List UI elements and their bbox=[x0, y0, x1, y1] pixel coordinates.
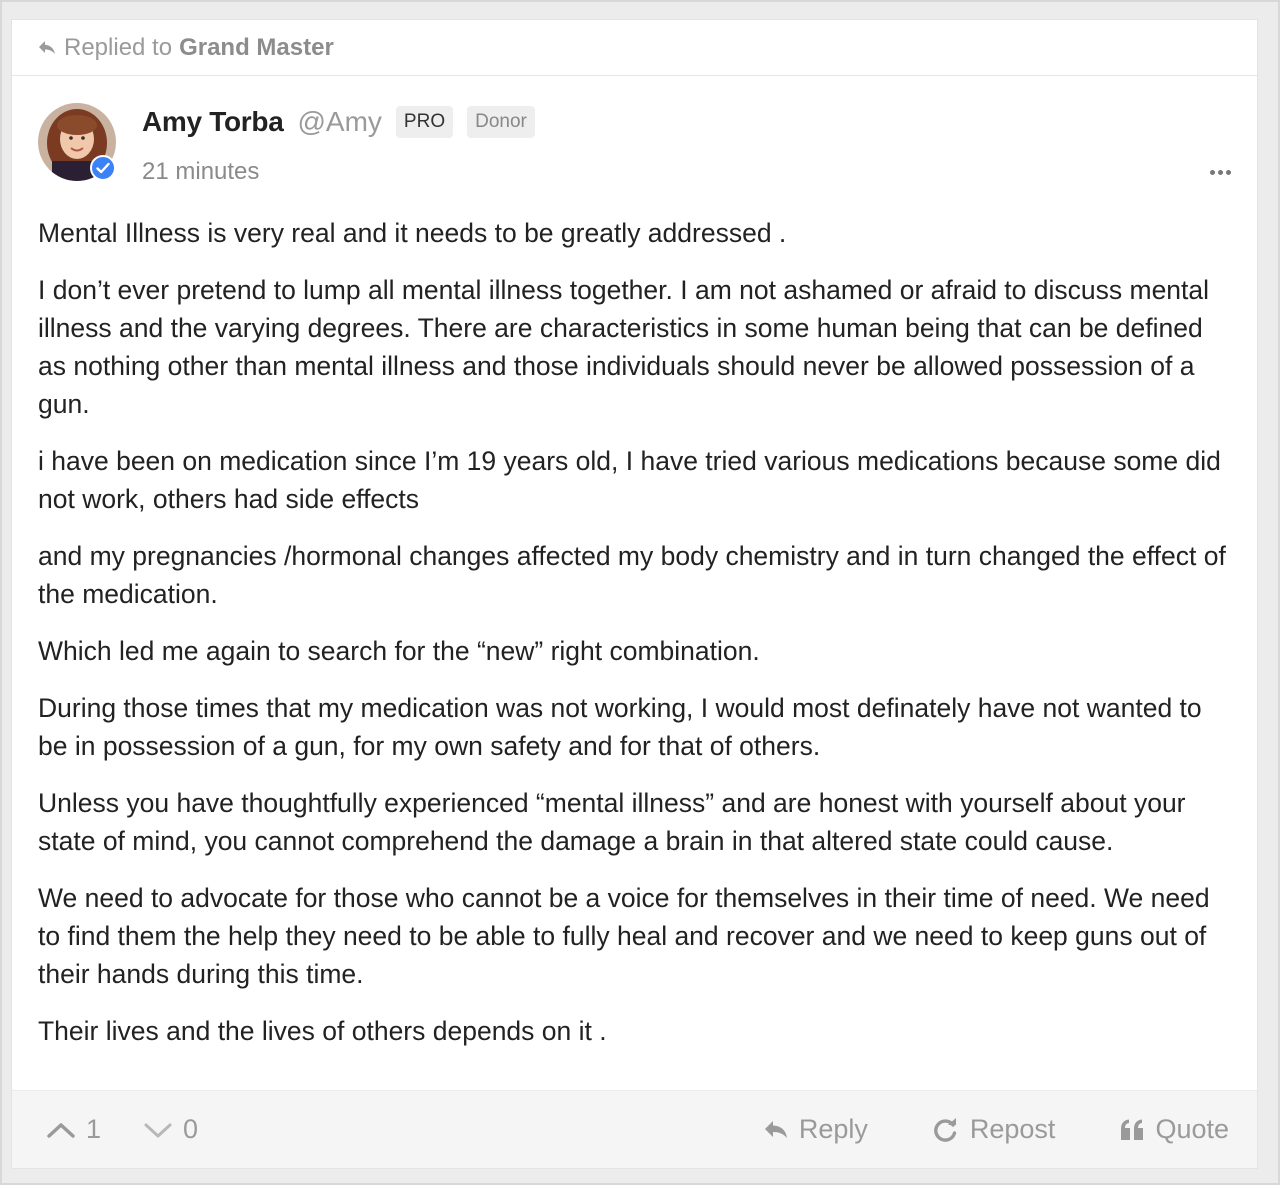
more-options-icon[interactable] bbox=[1210, 170, 1231, 175]
post-paragraph: Their lives and the lives of others depends on it . bbox=[38, 1016, 607, 1046]
quote-icon bbox=[1119, 1118, 1145, 1142]
author-handle[interactable]: @Amy bbox=[297, 106, 382, 137]
post-paragraph: Unless you have thoughtfully experienced “mental illness” and are honest with yourself about your state of mind, you cannot comprehend the damage a brain in that altered state could cause. bbox=[38, 788, 1186, 856]
verified-badge-icon bbox=[90, 155, 116, 181]
post-paragraph: and my pregnancies /hormonal changes affected my body chemistry and in turn changed the effect of the medication. bbox=[38, 541, 1226, 609]
post-card bbox=[11, 19, 1258, 1169]
quote-label: Quote bbox=[1155, 1114, 1229, 1144]
repost-label: Repost bbox=[969, 1114, 1056, 1144]
avatar[interactable] bbox=[38, 103, 116, 181]
post-paragraph: Which led me again to search for the “new” right combination. bbox=[38, 636, 760, 666]
reply-button[interactable] bbox=[763, 1114, 868, 1145]
post-header bbox=[12, 76, 1257, 194]
reply-arrow-icon bbox=[38, 40, 56, 56]
author-display-name[interactable]: Amy Torba bbox=[142, 106, 284, 137]
post-paragraph: i have been on medication since I’m 19 years old, I have tried various medications because some did not work, others had side effects bbox=[38, 446, 1221, 514]
chevron-up-icon bbox=[46, 1121, 76, 1139]
reply-label: Reply bbox=[798, 1114, 868, 1144]
donor-badge: Donor bbox=[467, 106, 535, 138]
quote-button[interactable] bbox=[1119, 1114, 1229, 1145]
upvote-button[interactable] bbox=[46, 1114, 101, 1145]
chevron-down-icon bbox=[143, 1121, 173, 1139]
post-paragraph: Mental Illness is very real and it needs to be greatly addressed . bbox=[38, 218, 787, 248]
post-body bbox=[12, 194, 1257, 1050]
author-row bbox=[142, 106, 535, 138]
upvote-count: 1 bbox=[86, 1114, 102, 1144]
post-paragraph: I don’t ever pretend to lump all mental illness together. I am not ashamed or afraid to discuss mental illness and the varying degrees. There are characteristics in some human being that can be defined as nothing other than mental illness and those individuals should never be allowed possession of a gun. bbox=[38, 275, 1210, 419]
repost-icon bbox=[932, 1117, 960, 1143]
reply-icon bbox=[763, 1119, 789, 1141]
post-timestamp[interactable]: 21 minutes bbox=[142, 158, 260, 185]
post-paragraph: During those times that my medication was not working, I would most definately have not wanted to be in possession of a gun, for my own safety and for that of others. bbox=[38, 693, 1202, 761]
pro-badge: PRO bbox=[396, 106, 453, 138]
replied-to-label: Replied to bbox=[64, 33, 173, 61]
post-paragraph: We need to advocate for those who cannot be a voice for themselves in their time of need. We need to find them the help they need to be able to fully heal and recover and we need to keep guns out of their hands during this time. bbox=[38, 883, 1210, 989]
downvote-count: 0 bbox=[183, 1114, 199, 1144]
replied-to-user-link[interactable]: Grand Master bbox=[179, 33, 334, 61]
post-actions-bar bbox=[12, 1090, 1257, 1168]
replied-to-bar[interactable] bbox=[12, 20, 1257, 76]
repost-button[interactable] bbox=[932, 1114, 1056, 1145]
downvote-button[interactable] bbox=[143, 1114, 198, 1145]
